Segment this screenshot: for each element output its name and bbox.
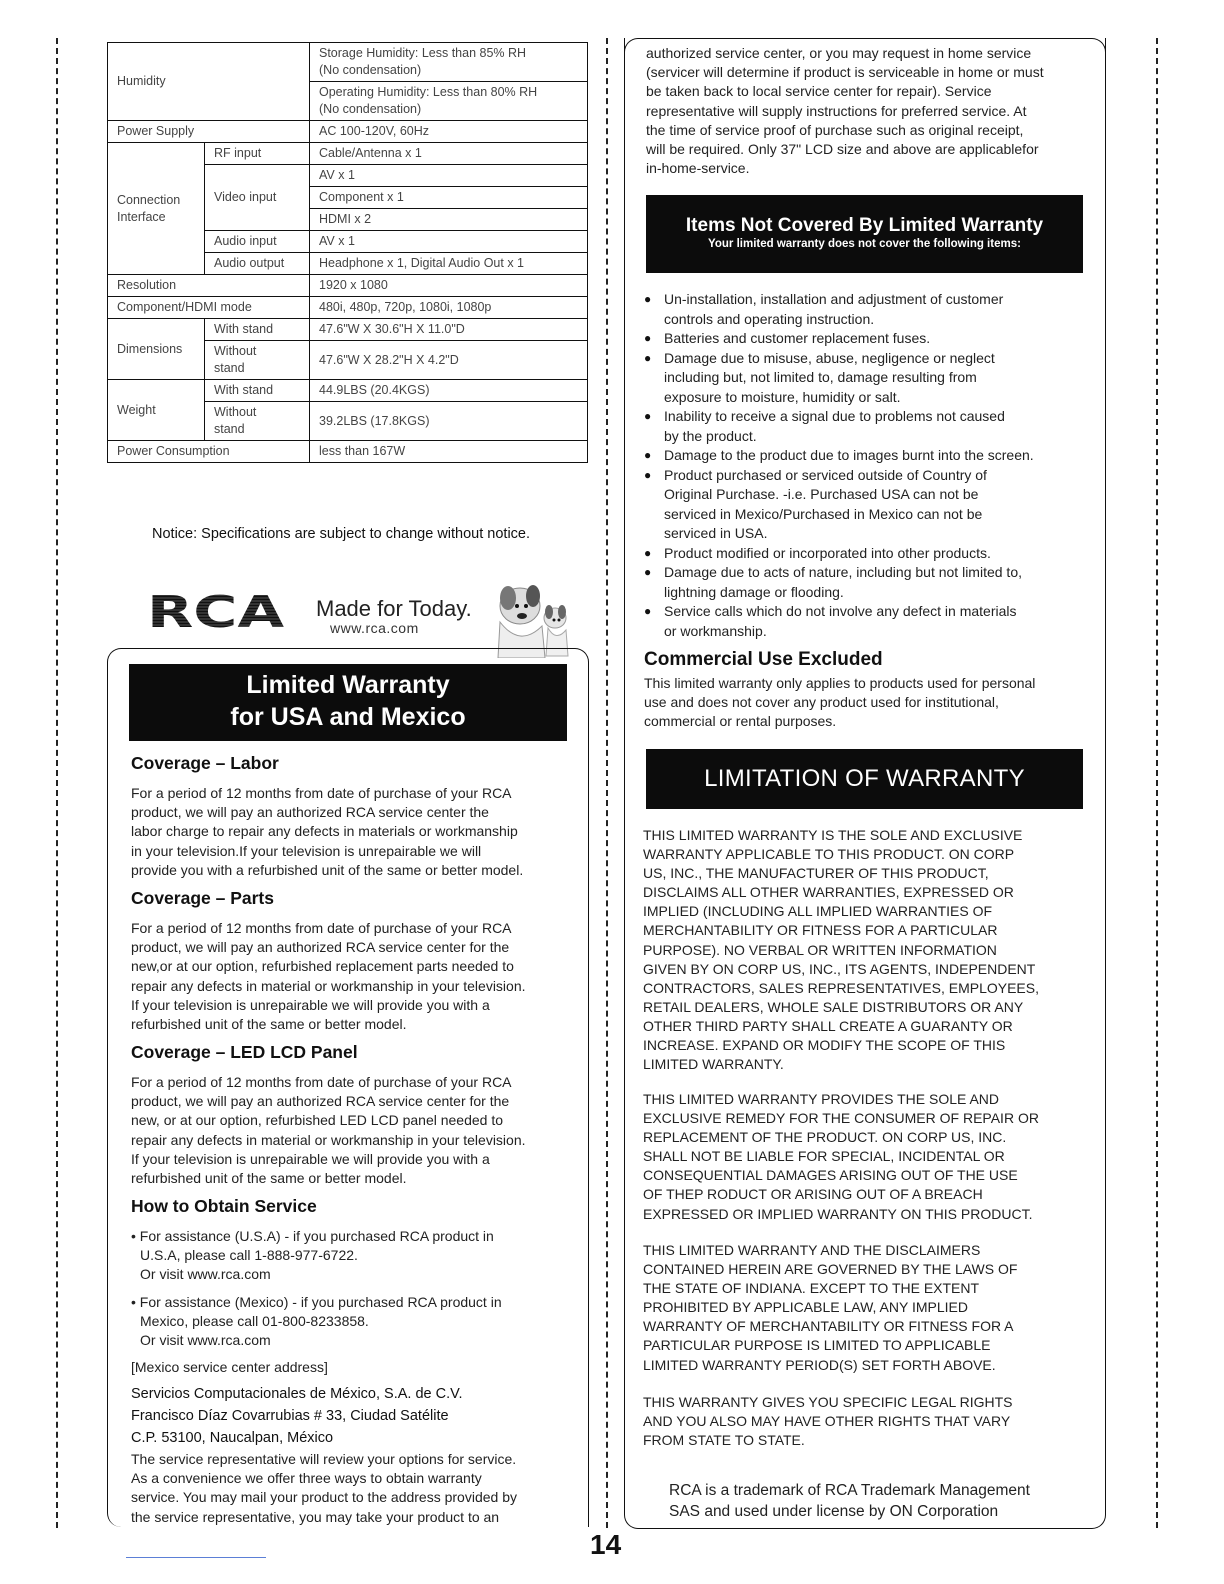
spec-weight-without-stand-value: 39.2LBS (17.8KGS) xyxy=(310,402,588,441)
spec-video-av: AV x 1 xyxy=(310,165,588,187)
list-item: ● Product modified or incorporated into other products. xyxy=(644,544,1094,564)
list-item: ● Batteries and customer replacement fuses. xyxy=(644,329,1094,349)
spec-resolution-value: 1920 x 1080 xyxy=(310,275,588,297)
list-item: ● Damage due to misuse, abuse, negligence or neglect including but, not limited to, damage resulting from exposure to moisture, humidity or salt. xyxy=(644,349,1094,408)
spec-storage-humidity: Storage Humidity: Less than 85% RH (No condensation) xyxy=(310,43,588,82)
spec-audio-out-label: Audio output xyxy=(205,253,310,275)
spec-audio-in-value: AV x 1 xyxy=(310,231,588,253)
usa-assistance: • For assistance (U.S.A) - if you purchased RCA product in U.S.A, please call 1-888-977-6722. Or visit www.rca.com xyxy=(131,1228,494,1283)
coverage-panel-heading: Coverage – LED LCD Panel xyxy=(131,1042,358,1062)
spec-rf-value: Cable/Antenna x 1 xyxy=(310,143,588,165)
spec-dim-without-stand-value: 47.6"W X 28.2"H X 4.2"D xyxy=(310,341,588,380)
mexico-center-label: [Mexico service center address] xyxy=(131,1359,328,1375)
spec-weight-without-stand-label: Without stand xyxy=(205,402,310,441)
spec-weight-with-stand-label: With stand xyxy=(205,380,310,402)
service-closing-text: The service representative will review your options for service. As a convenience we offer three ways to obtain warranty service. You may mail your product to the address provided by the service representative, you may take your product to an xyxy=(131,1451,517,1525)
spec-power-supply-value: AC 100-120V, 60Hz xyxy=(310,121,588,143)
rca-logo xyxy=(147,590,284,630)
list-item: ● Service calls which do not involve any defect in materials or workmanship. xyxy=(644,602,1094,641)
limited-warranty-banner xyxy=(129,664,567,741)
not-covered-banner xyxy=(646,195,1083,273)
spec-dim-without-stand-label: Without stand xyxy=(205,341,310,380)
spec-component-hdmi-value: 480i, 480p, 720p, 1080i, 1080p xyxy=(310,297,588,319)
spec-connection-label: Connection Interface xyxy=(108,143,205,275)
mexico-center-address: Servicios Computacionales de México, S.A. de C.V. Francisco Díaz Covarrubias # 33, Ciudad Satélite C.P. 53100, Naucalpan, México xyxy=(131,1386,463,1446)
coverage-parts-heading: Coverage – Parts xyxy=(131,888,274,908)
spec-dimensions-label: Dimensions xyxy=(108,319,205,380)
obtain-service-heading: How to Obtain Service xyxy=(131,1196,317,1216)
cut-line-center xyxy=(606,38,608,1528)
spec-component-hdmi-label: Component/HDMI mode xyxy=(108,297,310,319)
coverage-panel-text: For a period of 12 months from date of purchase of your RCA product, we will pay an authorized RCA service center for the new, or at our option, refurbished LED LCD panel needed to repair any defects in material or workmanship in your television. If your television is unrepairable we will provide you with a refurbished unit of the same or better model. xyxy=(131,1074,526,1187)
spec-weight-with-stand-value: 44.9LBS (20.4KGS) xyxy=(310,380,588,402)
service-intro-text: authorized service center, or you may request in home service (servicer will determine if product is serviceable in home or must be taken back to local service center for repair). Service representative will supply instructions for preferred service. At the time of service proof of purchase such as original receipt, will be required. Only 37" LCD size and above are applicablefor in-home-service. xyxy=(646,45,1044,177)
spec-video-label: Video input xyxy=(205,165,310,231)
coverage-parts-text: For a period of 12 months from date of purchase of your RCA product, we will pay an authorized RCA service center for the new,or at our option, refurbished replacement parts needed to repair any defects in material or workmanship in your television. If your television is unrepairable we will provide you with a refurbished unit of the same or better model. xyxy=(131,920,526,1033)
limitation-paragraph-2: THIS LIMITED WARRANTY PROVIDES THE SOLE AND EXCLUSIVE REMEDY FOR THE CONSUMER OF REPAIR OR REPLACEMENT OF THE PRODUCT. ON CORP US, INC. SHALL NOT BE LIABLE FOR SPECIAL, INCIDENTAL OR CONSEQUENTIAL DAMAGES ARISING OUT OF THE USE OF THEP RODUCT OR ARISING OUT OF A BREACH EXPRESSED OR IMPLIED WARRANTY ON THIS PRODUCT. xyxy=(643,1091,1039,1222)
list-item: ● Damage due to acts of nature, including but not limited to, lightning damage or flooding. xyxy=(644,563,1094,602)
warranty-title-line-2: for USA and Mexico xyxy=(230,703,466,731)
not-covered-title: Items Not Covered By Limited Warranty xyxy=(685,215,1044,236)
commercial-use-text: This limited warranty only applies to products used for personal use and does not cover any product used for institutional, commercial or rental purposes. xyxy=(644,675,1036,730)
brand-url[interactable]: www.rca.com xyxy=(330,620,419,636)
warranty-title-line-1: Limited Warranty xyxy=(246,671,450,699)
spec-dim-with-stand-label: With stand xyxy=(205,319,310,341)
spec-rf-label: RF input xyxy=(205,143,310,165)
mexico-assistance: • For assistance (Mexico) - if you purchased RCA product in Mexico, please call 01-800-8233858. Or visit www.rca.com xyxy=(131,1294,502,1349)
spec-humidity-label: Humidity xyxy=(108,43,310,121)
coverage-labor-text: For a period of 12 months from date of purchase of your RCA product, we will pay an authorized RCA service center the labor charge to repair any defects in materials or workmanship in your television.If your television is unrepairable we will provide you with a refurbished unit of the same or better model. xyxy=(131,785,524,878)
spec-audio-out-value: Headphone x 1, Digital Audio Out x 1 xyxy=(310,253,588,275)
limitation-paragraph-1: THIS LIMITED WARRANTY IS THE SOLE AND EXCLUSIVE WARRANTY APPLICABLE TO THIS PRODUCT. ON CORP US, INC., THE MANUFACTURER OF THIS PRODUCT, DISCLAIMS ALL OTHER WARRANTIES, EXPRESSED OR IMPLIED (INCLUDING ALL IMPLIED WARRANTIES OF MERCHANTABILITY OR FITNESS FOR A PARTICULAR PURPOSE). NO VERBAL OR WRITTEN INFORMATION GIVEN BY ON CORP US, INC., ITS AGENTS, INDEPENDENT CONTRACTORS, SALES REPRESENTATIVES, EMPLOYEES, RETAIL DEALERS, WHOLE SALE DISTRIBUTORS OR ANY OTHER THIRD PARTY SHALL CREATE A GUARANTY OR INCREASE. EXPAND OR MODIFY THE SCOPE OF THIS LIMITED WARRANTY. xyxy=(643,827,1039,1073)
list-item: ● Un-installation, installation and adjustment of customer controls and operating instruction. xyxy=(644,290,1094,329)
rca-logo-text: RCA xyxy=(147,590,284,630)
limitation-paragraph-3: THIS LIMITED WARRANTY AND THE DISCLAIMERS CONTAINED HEREIN ARE GOVERNED BY THE LAWS OF THE STATE OF INDIANA. EXCEPT TO THE EXTENT PROHIBITED BY APPLICABLE LAW, ANY IMPLIED WARRANTY OF MERCHANTABILITY OR FITNESS FOR A PARTICULAR PURPOSE IS LIMITED TO APPLICABLE LIMITED WARRANTY PERIOD(S) SET FORTH ABOVE. xyxy=(643,1242,1018,1373)
page-number: 14 xyxy=(590,1529,622,1560)
spec-audio-in-label: Audio input xyxy=(205,231,310,253)
cut-line-left xyxy=(56,38,58,1528)
list-item: ● Inability to receive a signal due to problems not caused by the product. xyxy=(644,407,1094,446)
not-covered-subtitle: Your limited warranty does not cover the following items: xyxy=(708,238,1021,250)
spec-video-component: Component x 1 xyxy=(310,187,588,209)
spec-dim-with-stand-value: 47.6"W X 30.6"H X 11.0"D xyxy=(310,319,588,341)
cut-line-right xyxy=(1156,38,1158,1528)
list-item: ● Damage to the product due to images burnt into the screen. xyxy=(644,446,1094,466)
spec-weight-label: Weight xyxy=(108,380,205,441)
footer-rule xyxy=(126,1557,266,1558)
not-covered-list xyxy=(644,290,1094,641)
nipper-dog-illustration xyxy=(470,566,575,658)
spec-operating-humidity: Operating Humidity: Less than 80% RH (No condensation) xyxy=(310,82,588,121)
spec-power-consumption-value: less than 167W xyxy=(310,441,588,463)
list-item: ● Product purchased or serviced outside of Country of Original Purchase. -i.e. Purchased USA can not be serviced in Mexico/Purchased in Mexico can not be serviced in USA. xyxy=(644,466,1094,544)
spec-table xyxy=(107,42,588,463)
spec-power-supply-label: Power Supply xyxy=(108,121,310,143)
brand-tagline: Made for Today. xyxy=(316,596,472,621)
limitation-banner: LIMITATION OF WARRANTY xyxy=(646,749,1083,809)
commercial-use-heading: Commercial Use Excluded xyxy=(644,649,883,670)
spec-video-hdmi: HDMI x 2 xyxy=(310,209,588,231)
trademark-notice: RCA is a trademark of RCA Trademark Management SAS and used under license by ON Corporation xyxy=(669,1482,1030,1520)
spec-notice: Notice: Specifications are subject to change without notice. xyxy=(152,526,531,542)
spec-resolution-label: Resolution xyxy=(108,275,310,297)
coverage-labor-heading: Coverage – Labor xyxy=(131,753,279,773)
limitation-paragraph-4: THIS WARRANTY GIVES YOU SPECIFIC LEGAL RIGHTS AND YOU ALSO MAY HAVE OTHER RIGHTS THAT VARY FROM STATE TO STATE. xyxy=(643,1394,1013,1449)
spec-power-consumption-label: Power Consumption xyxy=(108,441,310,463)
